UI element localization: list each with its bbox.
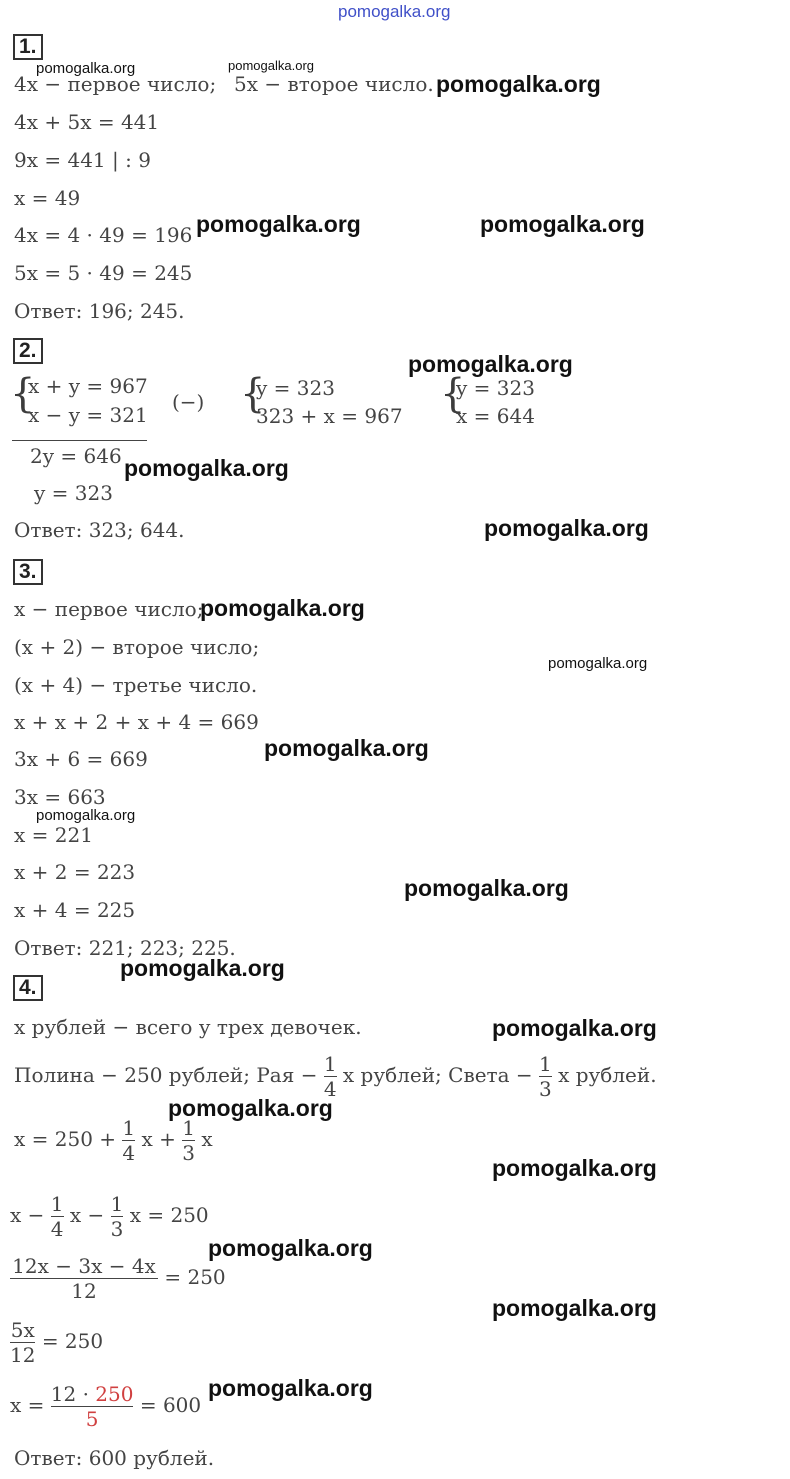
watermark: pomogalka.org xyxy=(548,655,648,672)
system-brace: { xyxy=(240,371,266,417)
watermark: pomogalka.org xyxy=(196,211,361,237)
p1-answer: Ответ: 196; 245. xyxy=(14,299,185,323)
system-brace: { xyxy=(10,371,36,417)
watermark: pomogalka.org xyxy=(36,60,136,77)
p4-answer: Ответ: 600 рублей. xyxy=(14,1446,215,1470)
p3-line7: x = 221 xyxy=(14,823,93,847)
p1-line-second-number: 5x − второе число. xyxy=(234,72,434,96)
watermark: pomogalka.org xyxy=(408,351,573,377)
p3-line1: x − первое число; xyxy=(14,597,204,621)
p4-eq3: $\frac{12x - 3x - 4x}{12}$ = 250 xyxy=(10,1254,226,1303)
p3-answer: Ответ: 221; 223; 225. xyxy=(14,936,236,960)
fraction-one-quarter: $\frac{1}{4}$ xyxy=(323,1052,337,1101)
p3-line8: x + 2 = 223 xyxy=(14,860,136,884)
p4-eq5: x = $\frac{12 \cdot 250}{5}$ = 600 xyxy=(10,1382,202,1431)
watermark: pomogalka.org xyxy=(480,211,645,237)
p1-second-value: 5x = 5 · 49 = 245 xyxy=(14,261,193,285)
p1-solution: x = 49 xyxy=(14,186,81,210)
top-watermark: pomogalka.org xyxy=(338,2,451,21)
system-brace: { xyxy=(440,371,466,417)
p3-line5: 3x + 6 = 669 xyxy=(14,747,148,771)
p4-line1: x рублей − всего у трех девочек. xyxy=(14,1015,362,1039)
p4-eq2: x − $\frac{1}{4}$ x − $\frac{1}{3}$ x = 250 xyxy=(10,1192,209,1241)
p2-sys2-eq1: y = 323 xyxy=(256,376,335,400)
fraction-one-third: $\frac{1}{3}$ xyxy=(110,1192,124,1241)
watermark: pomogalka.org xyxy=(168,1095,333,1121)
watermark: pomogalka.org xyxy=(124,455,289,481)
watermark: pomogalka.org xyxy=(200,595,365,621)
fraction-one-quarter: $\frac{1}{4}$ xyxy=(122,1116,136,1165)
watermark: pomogalka.org xyxy=(404,875,569,901)
watermark: pomogalka.org xyxy=(436,71,601,97)
watermark: pomogalka.org xyxy=(208,1235,373,1261)
watermark: pomogalka.org xyxy=(120,955,285,981)
p2-sum: 2y = 646 xyxy=(30,444,122,468)
problem-1-number: 1. xyxy=(13,34,43,60)
p3-line6: 3x = 663 xyxy=(14,785,106,809)
problem-4-number: 4. xyxy=(13,975,43,1001)
fraction-five-x-over-twelve: $\frac{5x}{12}$ xyxy=(10,1318,36,1367)
fraction-one-third: $\frac{1}{3}$ xyxy=(182,1116,195,1165)
p1-first-value: 4x = 4 · 49 = 196 xyxy=(14,223,193,247)
p3-line3: (x + 4) − третье число. xyxy=(14,673,258,697)
p4-eq4: $\frac{5x}{12}$ = 250 xyxy=(10,1318,104,1367)
p4-line2: Полина − 250 рублей; Рая − $\frac{1}{4}$ x рублей; Света − $\frac{1}{3}$ x рублей. xyxy=(14,1052,657,1101)
fraction-combined: $\frac{12x - 3x - 4x}{12}$ xyxy=(10,1254,158,1303)
p1-line-first-number: 4x − первое число; xyxy=(14,72,217,96)
p3-line9: x + 4 = 225 xyxy=(14,898,136,922)
p2-sys3-eq1: y = 323 xyxy=(456,376,535,400)
watermark: pomogalka.org xyxy=(208,1375,373,1401)
watermark: pomogalka.org xyxy=(36,807,136,824)
watermark: pomogalka.org xyxy=(228,58,314,73)
p2-sys1-eq1: x + y = 967 xyxy=(28,374,148,398)
p3-line4: x + x + 2 + x + 4 = 669 xyxy=(14,710,259,734)
p2-result: y = 323 xyxy=(34,481,113,505)
problem-2-number: 2. xyxy=(13,338,43,364)
watermark: pomogalka.org xyxy=(492,1295,657,1321)
watermark: pomogalka.org xyxy=(484,515,649,541)
fraction-one-third: $\frac{1}{3}$ xyxy=(539,1052,552,1101)
watermark: pomogalka.org xyxy=(492,1155,657,1181)
p3-line2: (x + 2) − второе число; xyxy=(14,635,260,659)
p2-sys1-eq2: x − y = 321 xyxy=(28,403,148,427)
p4-eq1: x = 250 + $\frac{1}{4}$ x + $\frac{1}{3}$ x xyxy=(14,1116,213,1165)
watermark: pomogalka.org xyxy=(264,735,429,761)
p1-equation: 4x + 5x = 441 xyxy=(14,110,160,134)
p2-answer: Ответ: 323; 644. xyxy=(14,518,185,542)
p2-sys3-eq2: x = 644 xyxy=(456,404,535,428)
p2-sys2-eq2: 323 + x = 967 xyxy=(256,404,403,428)
sum-line xyxy=(12,440,147,441)
watermark: pomogalka.org xyxy=(492,1015,657,1041)
p2-minus-op: (−) xyxy=(172,390,205,414)
problem-3-number: 3. xyxy=(13,559,43,585)
p1-step: 9x = 441 | : 9 xyxy=(14,148,151,172)
fraction-result: $\frac{12 \cdot 250}{5}$ xyxy=(50,1382,134,1431)
fraction-one-quarter: $\frac{1}{4}$ xyxy=(50,1192,64,1241)
